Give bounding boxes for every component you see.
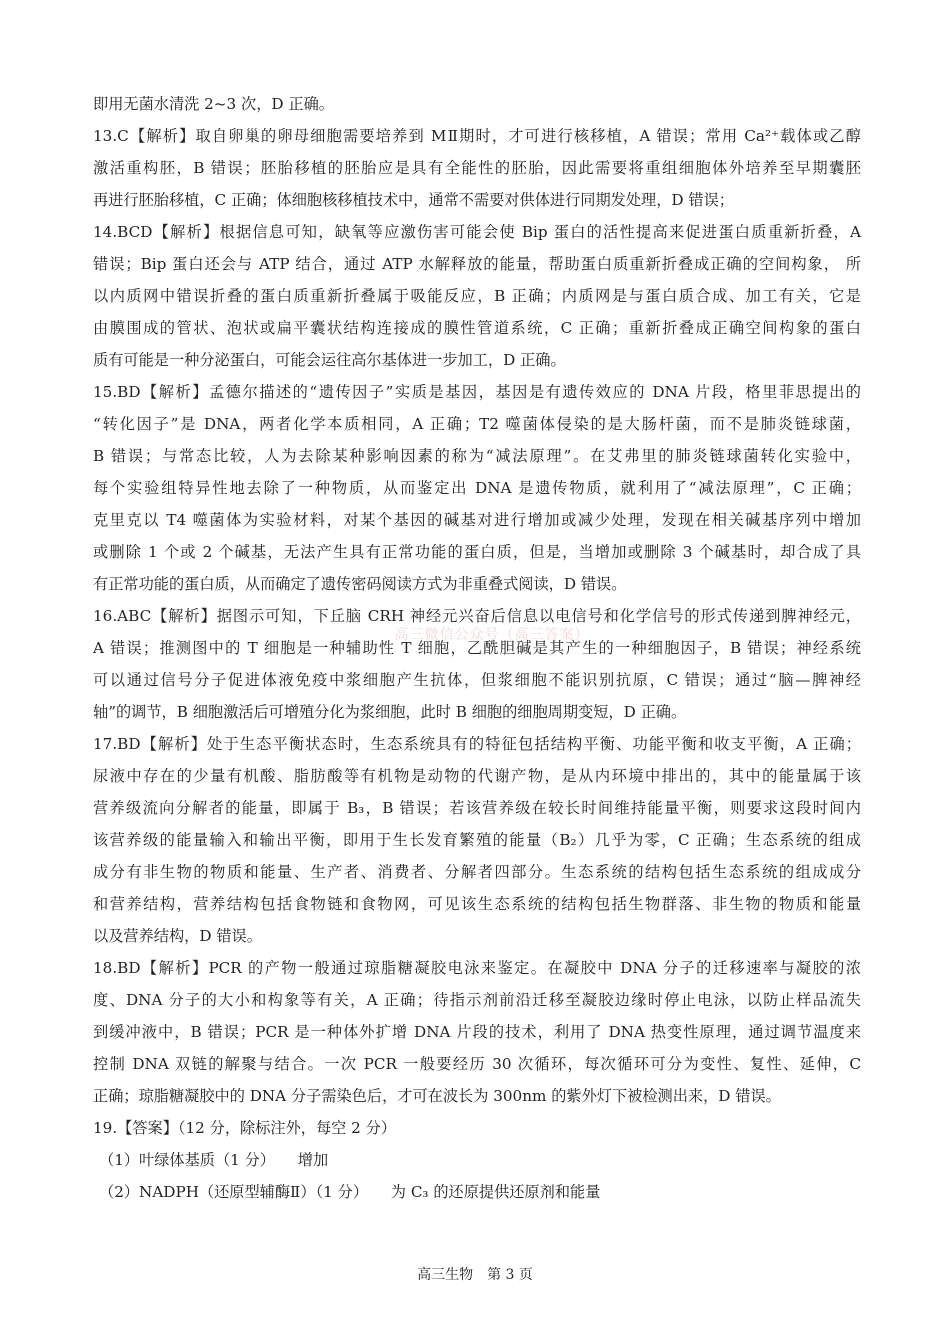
text-line: 质有可能是一种分泌蛋白，可能会运往高尔基体进一步加工，D 正确。 xyxy=(93,351,566,369)
text-line: 由膜围成的管状、泡状或扁平囊状结构连接成的膜性管道系统，C 正确；重新折叠成正确空间构象的蛋白 xyxy=(93,319,861,337)
text-line: 15.BD【解析】孟德尔描述的“遗传因子”实质是基因，基因是有遗传效应的 DNA 片段，格里菲思提出的 xyxy=(93,383,861,401)
text-line: 轴”的调节，B 细胞激活后可增殖分化为浆细胞，此时 B 细胞的细胞周期变短，D 正确。 xyxy=(93,703,687,721)
answer-explanations xyxy=(93,88,861,1208)
text-line: 16.ABC【解析】据图示可知，下丘脑 CRH 神经元兴奋后信息以电信号和化学信号的形式传递到脾神经元， xyxy=(93,607,861,625)
text-line: 17.BD【解析】处于生态平衡状态时，生态系统具有的特征包括结构平衡、功能平衡和收支平衡，A 正确； xyxy=(93,735,861,753)
text-line: A 错误；推测图中的 T 细胞是一种辅助性 T 细胞，乙酰胆碱是其产生的一种细胞因子，B 错误；神经系统 xyxy=(93,639,861,657)
text-line: 到缓冲液中，B 错误；PCR 是一种体外扩增 DNA 片段的技术，利用了 DNA 热变性原理，通过调节温度来 xyxy=(93,1023,861,1041)
text-line: 即用无菌水清洗 2~3 次，D 正确。 xyxy=(93,95,334,113)
watermark: 高三微信公众号（高三答案） xyxy=(394,627,590,643)
text-line: “转化因子”是 DNA，两者化学本质相同，A 正确；T2 噬菌体侵染的是大肠杆菌，而不是肺炎链球菌， xyxy=(93,415,861,433)
text-line: 和营养结构，营养结构包括食物链和食物网，可见该生态系统的结构包括生物群落、非生物的物质和能量 xyxy=(93,895,861,913)
text-line: 成分有非生物的物质和能量、生产者、消费者、分解者四部分。生态系统的结构包括生态系统的组成成分 xyxy=(93,863,861,881)
text-line: 正确；琼脂糖凝胶中的 DNA 分子需染色后，才可在波长为 300nm 的紫外灯下被检测出来，D 错误。 xyxy=(93,1087,781,1105)
text-line: 以内质网中错误折叠的蛋白质重新折叠属于吸能反应，B 正确；内质网是与蛋白质合成、加工有关，它是 xyxy=(93,287,861,305)
text-line: 该营养级的能量输入和输出平衡，即用于生长发育繁殖的能量（B₂）几乎为零，C 正确；生态系统的组成 xyxy=(93,831,861,849)
text-line: 19.【答案】（12 分，除标注外，每空 2 分） xyxy=(93,1119,397,1137)
text-line: 克里克以 T4 噬菌体为实验材料，对某个基因的碱基对进行增加或减少处理，发现在相关碱基序列中增加 xyxy=(93,511,861,529)
text-line: 营养级流向分解者的能量，即属于 B₃，B 错误；若该营养级在较长时间维持能量平衡，则要求这段时间内 xyxy=(93,799,861,817)
text-line: （1）叶绿体基质（1 分） 增加 xyxy=(99,1151,329,1169)
text-line: 度、DNA 分子的大小和构象等有关，A 正确；待指示剂前沿迁移至凝胶边缘时停止电泳，以防止样品流失 xyxy=(93,991,861,1009)
text-line: 18.BD【解析】PCR 的产物一般通过琼脂糖凝胶电泳来鉴定。在凝胶中 DNA 分子的迁移速率与凝胶的浓 xyxy=(93,959,861,977)
text-line: 每个实验组特异性地去除了一种物质，从而鉴定出 DNA 是遗传物质，就利用了“减法原理”，C 正确； xyxy=(93,479,861,497)
text-line: B 错误；与常态比较，人为去除某种影响因素的称为“减法原理”。在艾弗里的肺炎链球菌转化实验中， xyxy=(93,447,861,465)
text-line: 14.BCD【解析】根据信息可知，缺氧等应激伤害可能会使 Bip 蛋白的活性提高来促进蛋白质重新折叠，A xyxy=(93,223,861,241)
text-line: 有正常功能的蛋白质，从而确定了遗传密码阅读方式为非重叠式阅读，D 错误。 xyxy=(93,575,627,593)
text-line: 尿液中存在的少量有机酸、脂肪酸等有机物是动物的代谢产物，是从内环境中排出的，其中的能量属于该 xyxy=(93,767,861,785)
text-line: 激活重构胚，B 错误；胚胎移植的胚胎应是具有全能性的胚胎，因此需要将重组细胞体外培养至早期囊胚 xyxy=(93,159,861,177)
text-line: 13.C【解析】取自卵巢的卵母细胞需要培养到 MⅡ期时，才可进行核移植，A 错误；常用 Ca²⁺载体或乙醇 xyxy=(93,127,861,145)
page-footer: 高三生物 第 3 页 xyxy=(417,1267,533,1283)
text-line: 错误；Bip 蛋白还会与 ATP 结合，通过 ATP 水解释放的能量，帮助蛋白质重新折叠成正确的空间构象， 所 xyxy=(93,255,861,273)
text-line: （2）NADPH（还原型辅酶Ⅱ）（1 分） 为 C₃ 的还原提供还原剂和能量 xyxy=(99,1183,601,1201)
text-line: 可以通过信号分子促进体液免疫中浆细胞产生抗体，但浆细胞不能识别抗原，C 错误；通过“脑—脾神经 xyxy=(93,671,861,689)
text-line: 控制 DNA 双链的解聚与结合。一次 PCR 一般要经历 30 次循环，每次循环可分为变性、复性、延伸，C xyxy=(93,1055,861,1073)
text-line: 或删除 1 个或 2 个碱基，无法产生具有正常功能的蛋白质，但是，当增加或删除 3 个碱基时，却合成了具 xyxy=(93,543,861,561)
text-line: 以及营养结构，D 错误。 xyxy=(93,927,262,945)
text-line: 再进行胚胎移植，C 正确；体细胞核移植技术中，通常不需要对供体进行同期发处理，D 错误； xyxy=(93,191,734,209)
